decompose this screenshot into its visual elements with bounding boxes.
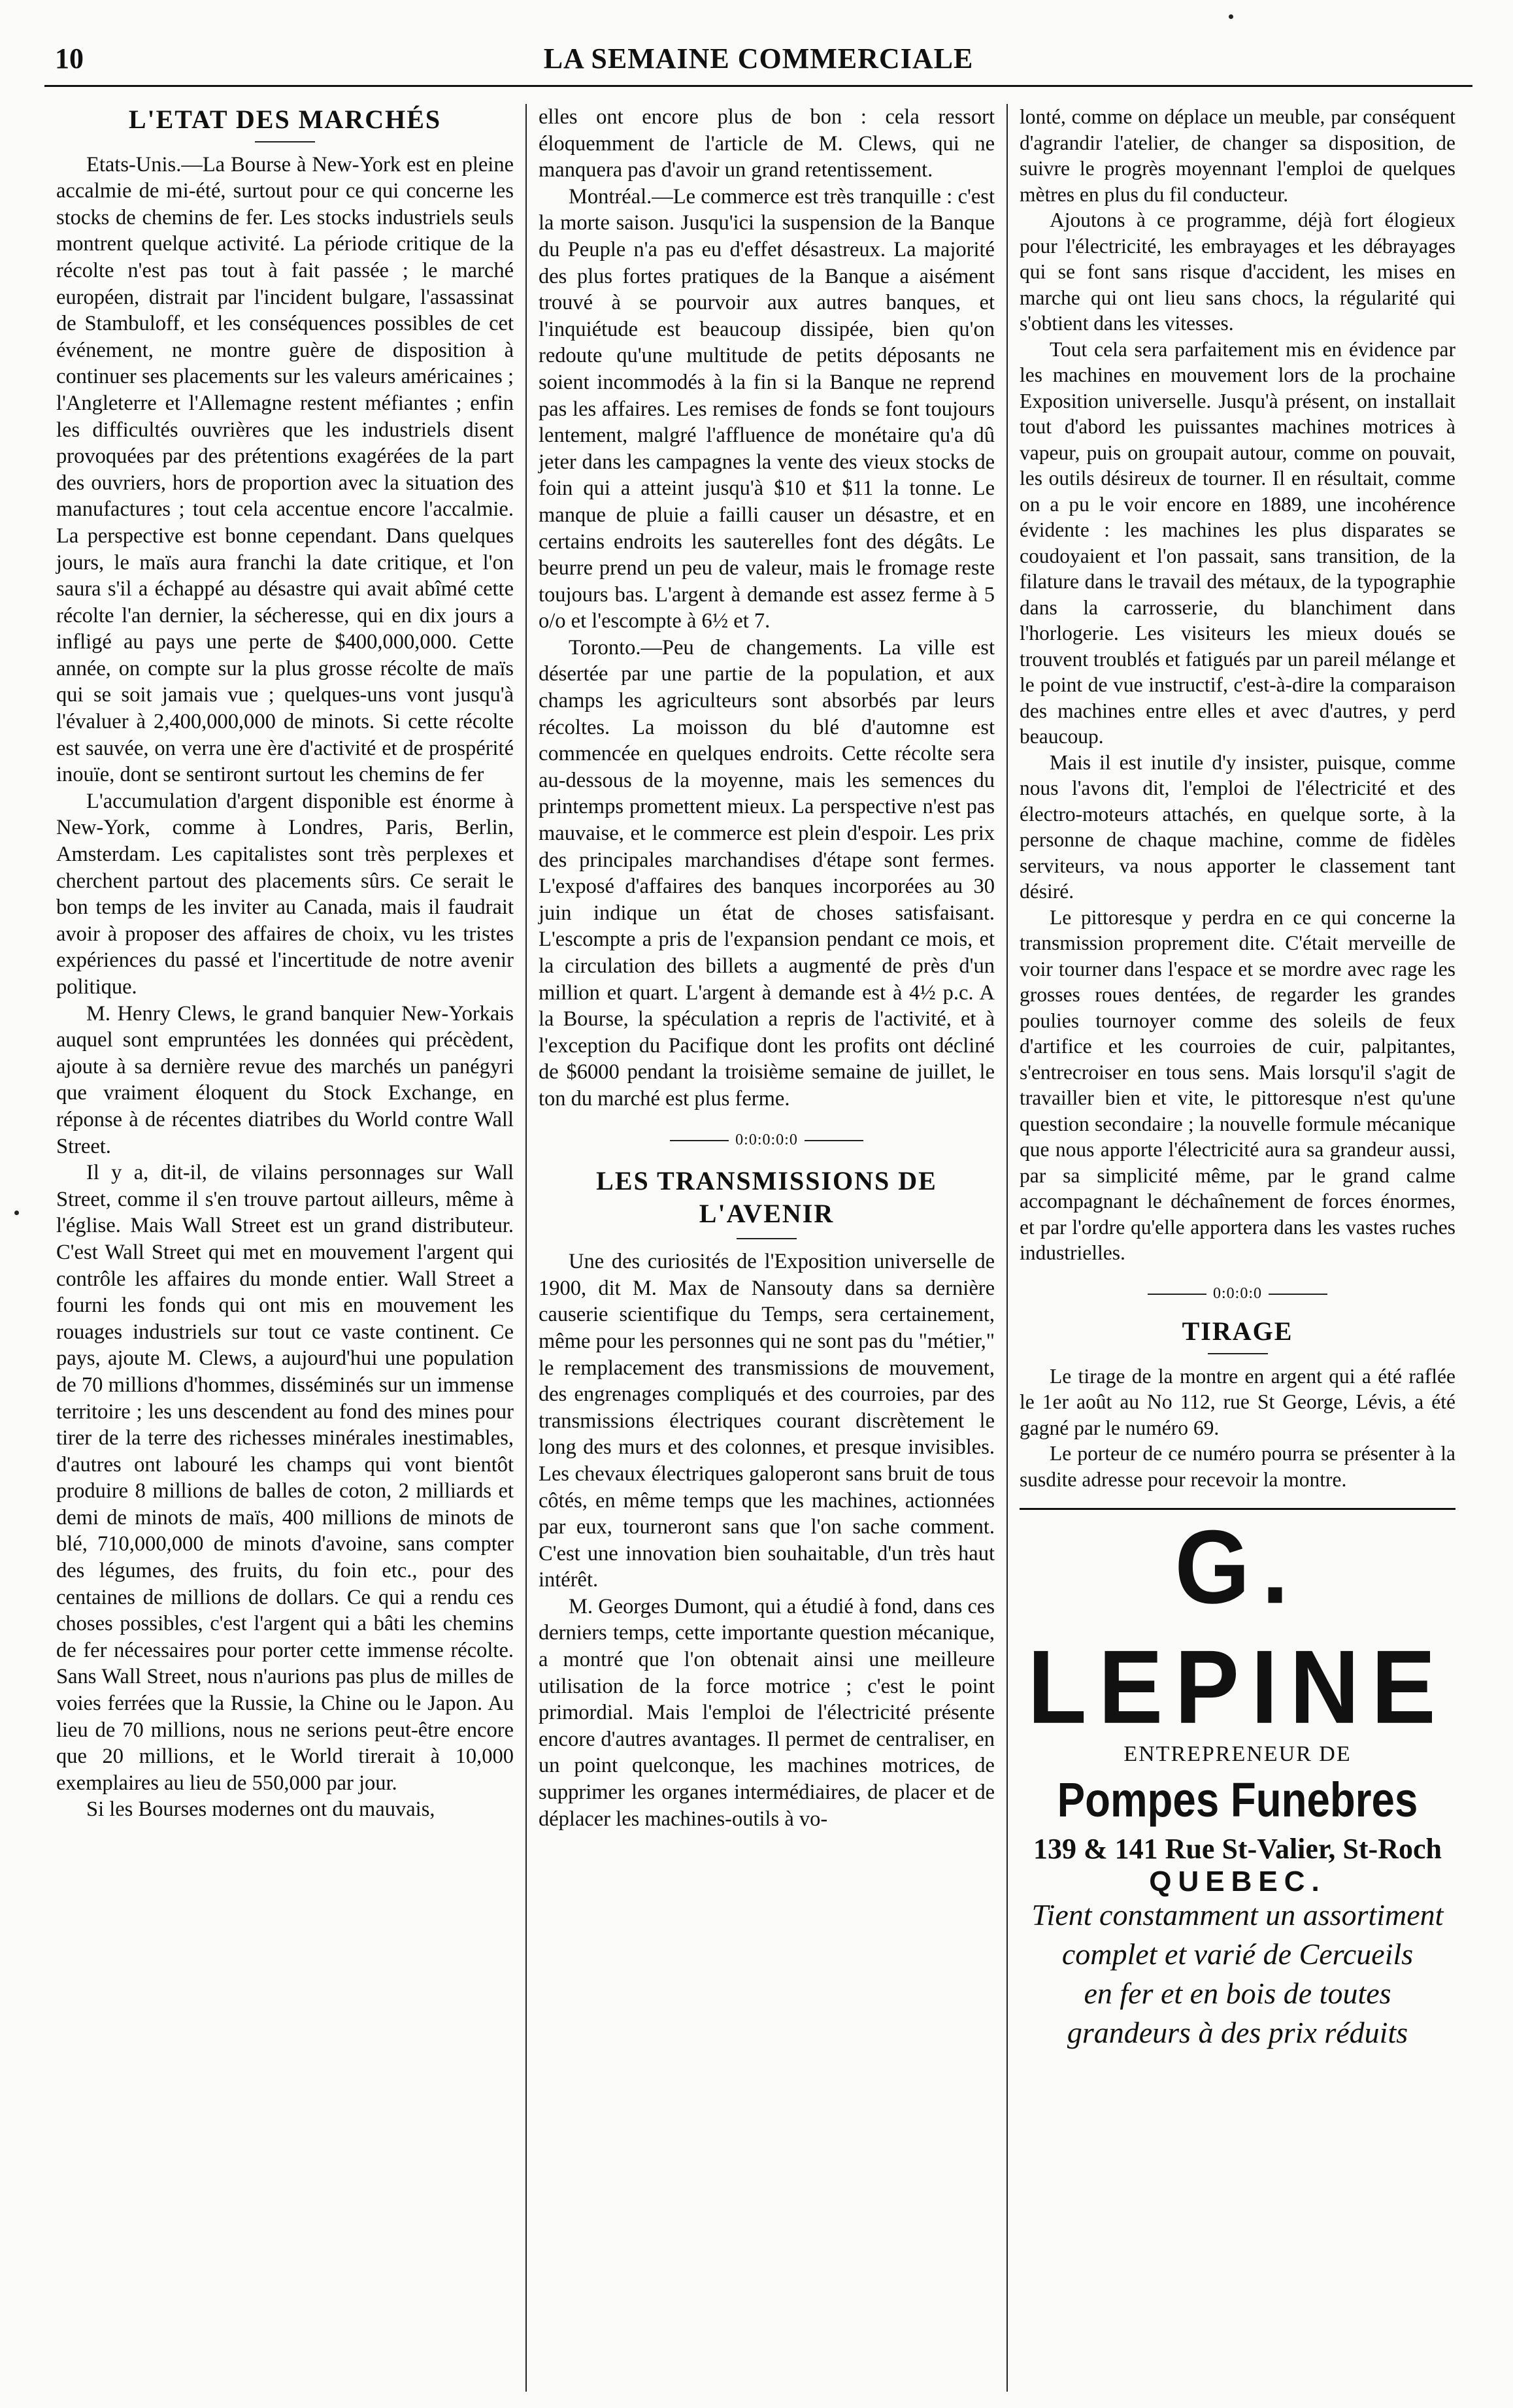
article-paragraph: Ajoutons à ce programme, déjà fort élogieux pour l'électricité, les embrayages et les débrayages qui se font sans risque d'accident, les mises en marche qui ont lieu sans chocs, la régularité qui s'obtient dans les vitesses. [1020,209,1455,335]
article-paragraph: Mais il est inutile d'y insister, puisque, comme nous l'avons dit, l'emploi de l'électricité et des électro-moteurs attachés, en quelque sorte, à la personne de chaque machine, comme de fidèles serviteurs, va nous apporter le classement tant désiré. [1020,750,1455,903]
advertiser-name: G. LEPINE [1027,1509,1448,1746]
section-heading-transmissions: LES TRANSMISSIONS DE L'AVENIR [596,1166,937,1229]
column-3 [1006,104,1467,2392]
article-paragraph: M. Georges Dumont, qui a étudié à fond, dans ces derniers temps, cette importante question mécanique, a montré que l'on obtenait ainsi une meilleure utilisation de la force motrice ; c'est le point primordial. Mais l'emploi de l'électricité présente encore d'autres avantages. Il permet de centraliser, en un point quelconque, les machines motrices, de supprimer les organes intermédiaires, de placer et de déplacer les machines-outils à vo- [539,1594,995,1831]
article-paragraph: L'accumulation d'argent disponible est énorme à New-York, comme à Londres, Paris, Berlin, Amsterdam. Les capitalistes sont très perplexes et cherchent partout des placements sûrs. Ce serait le bon temps de les inviter au Canada, mais il faudrait avoir à proposer des affaires de choix, vu les tristes expériences du passé et l'incertitude de notre avenir politique. [56,789,514,999]
article-paragraph: Il y a, dit-il, de vilains personnages sur Wall Street, comme il s'en trouve partout ailleurs, même à l'église. Mais Wall Street est un grand distributeur. C'est Wall Street qui met en mouvement l'argent qui contrôle les affaires du monde entier. Wall Street a fourni les fonds qui ont mis en mouvement les rouages industriels sur tout ce vaste continent. Ce pays, ajoute M. Clews, a aujourd'hui une population de 70 millions d'hommes, disséminés sur un immense territoire ; les uns descendent au fond des mines pour tirer de la terre des richesses minérales inestimables, d'autres ont labouré les champs qui vont bientôt produire 8 millions de balles de coton, 2 milliards et demi de minots de maïs, 400 millions de minots de blé, 710,000,000 de minots d'avoine, sans compter des légumes, des fruits, du foin etc., pour des centaines de millions de dollars. Ce qui a rendu ces choses possibles, c'est l'argent qui a bâti les chemins de fer nécessaires pour porter cette immense récolte. Sans Wall Street, nous n'aurions pas plus de milles de voies ferrées que la Russie, la Chine ou le Japon. Au lieu de 70 millions, nous ne serions peut-être encore que 20 millions, et le World tirerait à 10,000 exemplaires au lieu de 550,000 par jour. [56,1161,514,1795]
article-paragraph: M. Henry Clews, le grand banquier New-Yorkais auquel sont empruntées les données qui précèdent, ajoute à sa dernière revue des marchés un panégyri que vraiment éloquent du Stock Exchange, en réponse à de récentes diatribes du World contre Wall Street. [56,1001,514,1158]
advertisement-line: en fer et en bois de toutes [1084,1976,1391,2010]
article-paragraph: Tout cela sera parfaitement mis en évidence par les machines en mouvement lors de la prochaine Exposition universelle. Jusqu'à présent, on installait tout d'abord les puissantes machines motrices à vapeur, puis on groupait autour, comme on pouvait, les outils désireux de tourner. Il en résultait, comme on a pu le voir encore en 1889, une incohérence évidente : les machines les plus disparates se coudoyaient et l'on passait, sans transition, de la filature dans le travail des métaux, de la typographie dans la carrosserie, du blanchiment dans l'horlogerie. Les visiteurs les mieux doués se trouvent troublés et fatigués par un pareil mélange et le point de vue instructif, c'est-à-dire la comparaison des machines entre elles et avec d'autres, y perd beaucoup. [1020,337,1455,748]
column-2 [525,104,1006,2392]
advertiser-role: ENTREPRENEUR DE [1123,1742,1352,1767]
heading-rule [737,1238,797,1239]
masthead [44,38,1472,87]
advertisement-lepine [1020,1508,1455,2052]
article-paragraph: lonté, comme on déplace un meuble, par conséquent d'agrandir l'atelier, de changer sa disposition, de suivre le progrès moyennant l'emploi de quelques mètres en plus du fil conducteur. [1020,105,1455,206]
running-title: LA SEMAINE COMMERCIALE [543,42,974,75]
advertisement-line: Tient constamment un assortiment [1031,1898,1444,1931]
section-divider: 0:0:0:0 [1020,1280,1455,1307]
ink-speck [14,1211,19,1215]
article-paragraph: Une des curiosités de l'Exposition universelle de 1900, dit M. Max de Nansouty dans sa dernière causerie scientifique du Temps, sera certainement, même pour les personnes qui ne sont pas du "métier," le remplacement des transmissions de mouvement, des engrenages compliqués et des courroies, par des transmissions électriques courant discrètement le long des murs et des colonnes, et presque invisibles. Les chevaux électriques galoperont sans bruit de tous côtés, en même temps que les machines, actionnées par eux, tourneront sans que l'on sache comment. C'est une innovation bien souhaitable, d'un très haut intérêt. [539,1250,995,1592]
advertisement-line: grandeurs à des prix réduits [1067,2015,1408,2049]
article-paragraph: Le porteur de ce numéro pourra se présenter à la susdite adresse pour recevoir la montre. [1020,1442,1455,1491]
article-paragraph: Le pittoresque y perdra en ce qui concerne la transmission proprement dite. C'était merveille de voir tourner dans l'espace et se mordre avec rage les grosses roues dentées, de regarder les grandes poulies tournoyer comme des soleils de feux d'artifice et les courroies de cuir, palpitantes, s'entrecroiser en tous sens. Mais lorsqu'il s'agit de travailler bien et vite, le pittoresque n'est qu'une question secondaire ; la nouvelle formule mécanique que nous apporte l'électricité aura sa grandeur aussi, par sa simplicité même, par le grand calme accompagnant le déchaînement de forces énormes, et par l'ordre qu'elle apportera dans les vastes ruches industrielles. [1020,905,1455,1264]
article-columns [44,104,1472,2392]
heading-rule [255,141,315,142]
advertiser-city: QUEBEC. [1149,1865,1326,1898]
section-heading-etat-des-marches: L'ETAT DES MARCHÉS [128,105,442,134]
article-paragraph: elles ont encore plus de bon : cela ressort éloquemment de l'article de M. Clews, qui ne manquera pas d'avoir un grand retentissement. [539,105,995,182]
article-paragraph-montreal: Montréal.—Le commerce est très tranquille : c'est la morte saison. Jusqu'ici la suspension de la Banque du Peuple n'a pas eu d'effet désastreux. La majorité des plus fortes pratiques de la Banque a aisément trouvé à se pourvoir aux autres banques, et l'inquiétude est beaucoup dissipée, bien qu'on redoute qu'une multitude de petits déposants ne soient incommodés à la fin si la Banque ne reprend pas les affaires. Les remises de fonds se font toujours lentement, malgré l'affluence de monétaire qu'a dû jeter dans les campagnes la vente des vieux stocks de foin qui a atteint jusqu'à $10 et $11 la tonne. Le manque de pluie a failli causer un désastre, et en certains endroits les sauterelles font des dégâts. Le beurre prend un peu de valeur, mais le fromage reste toujours bas. L'argent à demande est assez ferme à 5 o/o et l'escompte à 6½ et 7. [539,184,995,633]
heading-rule [1208,1353,1268,1354]
section-divider: 0:0:0:0:0 [539,1127,995,1154]
article-paragraph: Etats-Unis.—La Bourse à New-York est en pleine accalmie de mi-été, surtout pour ce qui concerne les stocks de chemins de fer. Les stocks industriels seuls montrent quelque activité. La période critique de la récolte n'est pas tout à fait passée ; le marché européen, distrait par l'incident bulgare, l'assassinat de Stambuloff, et les conséquences possibles de cet événement, ne montre guère de disposition à continuer ses placements sur les valeurs américaines ; l'Angleterre et l'Allemagne restent méfiantes ; enfin les difficultés ouvrières que les industriels disent provoquées par des prétentions exagérées de la part des ouvriers, hors de proportion avec la situation des manufactures ; tout cela accentue encore l'accalmie. La perspective est bonne cependant. Dans quelques jours, le maïs aura franchi la date critique, et l'on saura s'il a échappé au désastre qui avait abîmé cette récolte l'an dernier, la sécheresse, qui en dix jours a infligé au pays une perte de $400,000,000. Cette année, on compte sur la plus grosse récolte de maïs qui se soit jamais vue ; quelques-uns vont jusqu'à l'évaluer à 2,400,000,000 de minots. Si cette récolte est sauvée, on verra une ère d'activité et de prospérité inouïe, dont se sentiront surtout les chemins de fer [56,152,514,787]
section-heading-tirage: TIRAGE [1182,1316,1293,1346]
article-paragraph: Le tirage de la montre en argent qui a été raflée le 1er août au No 112, rue St George, Lévis, a été gagné par le numéro 69. [1020,1364,1455,1439]
article-paragraph-toronto: Toronto.—Peu de changements. La ville est désertée par une partie de la population, et aux champs les agriculteurs sont absorbés par leurs récoltes. La moisson du blé d'automne est commencée en quelques endroits. Cette récolte sera au-dessous de la moyenne, mais les semences du printemps promettent mieux. La perspective n'est pas mauvaise, et le commerce est plein d'espoir. Les prix des principales marchandises d'étape sont fermes. L'exposé d'affaires des banques incorporées au 30 juin indique un état de choses satisfaisant. L'escompte a pris de l'expansion pendant ce mois, et la circulation des billets a augmenté de près d'un million et quart. L'argent à demande est à 4½ p.c. A la Bourse, la spéculation a repris de l'activité, et à l'exception du Pacifique dont les profits ont décliné de $6000 pendant la troisième semaine de juillet, le ton du marché est plus ferme. [539,635,995,1111]
article-paragraph: Si les Bourses modernes ont du mauvais, [86,1798,435,1822]
column-1 [44,104,525,2392]
advertisement-line: complet et varié de Cercueils [1061,1937,1414,1971]
ink-speck [1229,14,1233,19]
advertisement-headline: Pompes Funebres [1057,1772,1418,1827]
page-number: 10 [55,42,84,75]
advertiser-address: 139 & 141 Rue St-Valier, St-Roch [1033,1832,1442,1865]
